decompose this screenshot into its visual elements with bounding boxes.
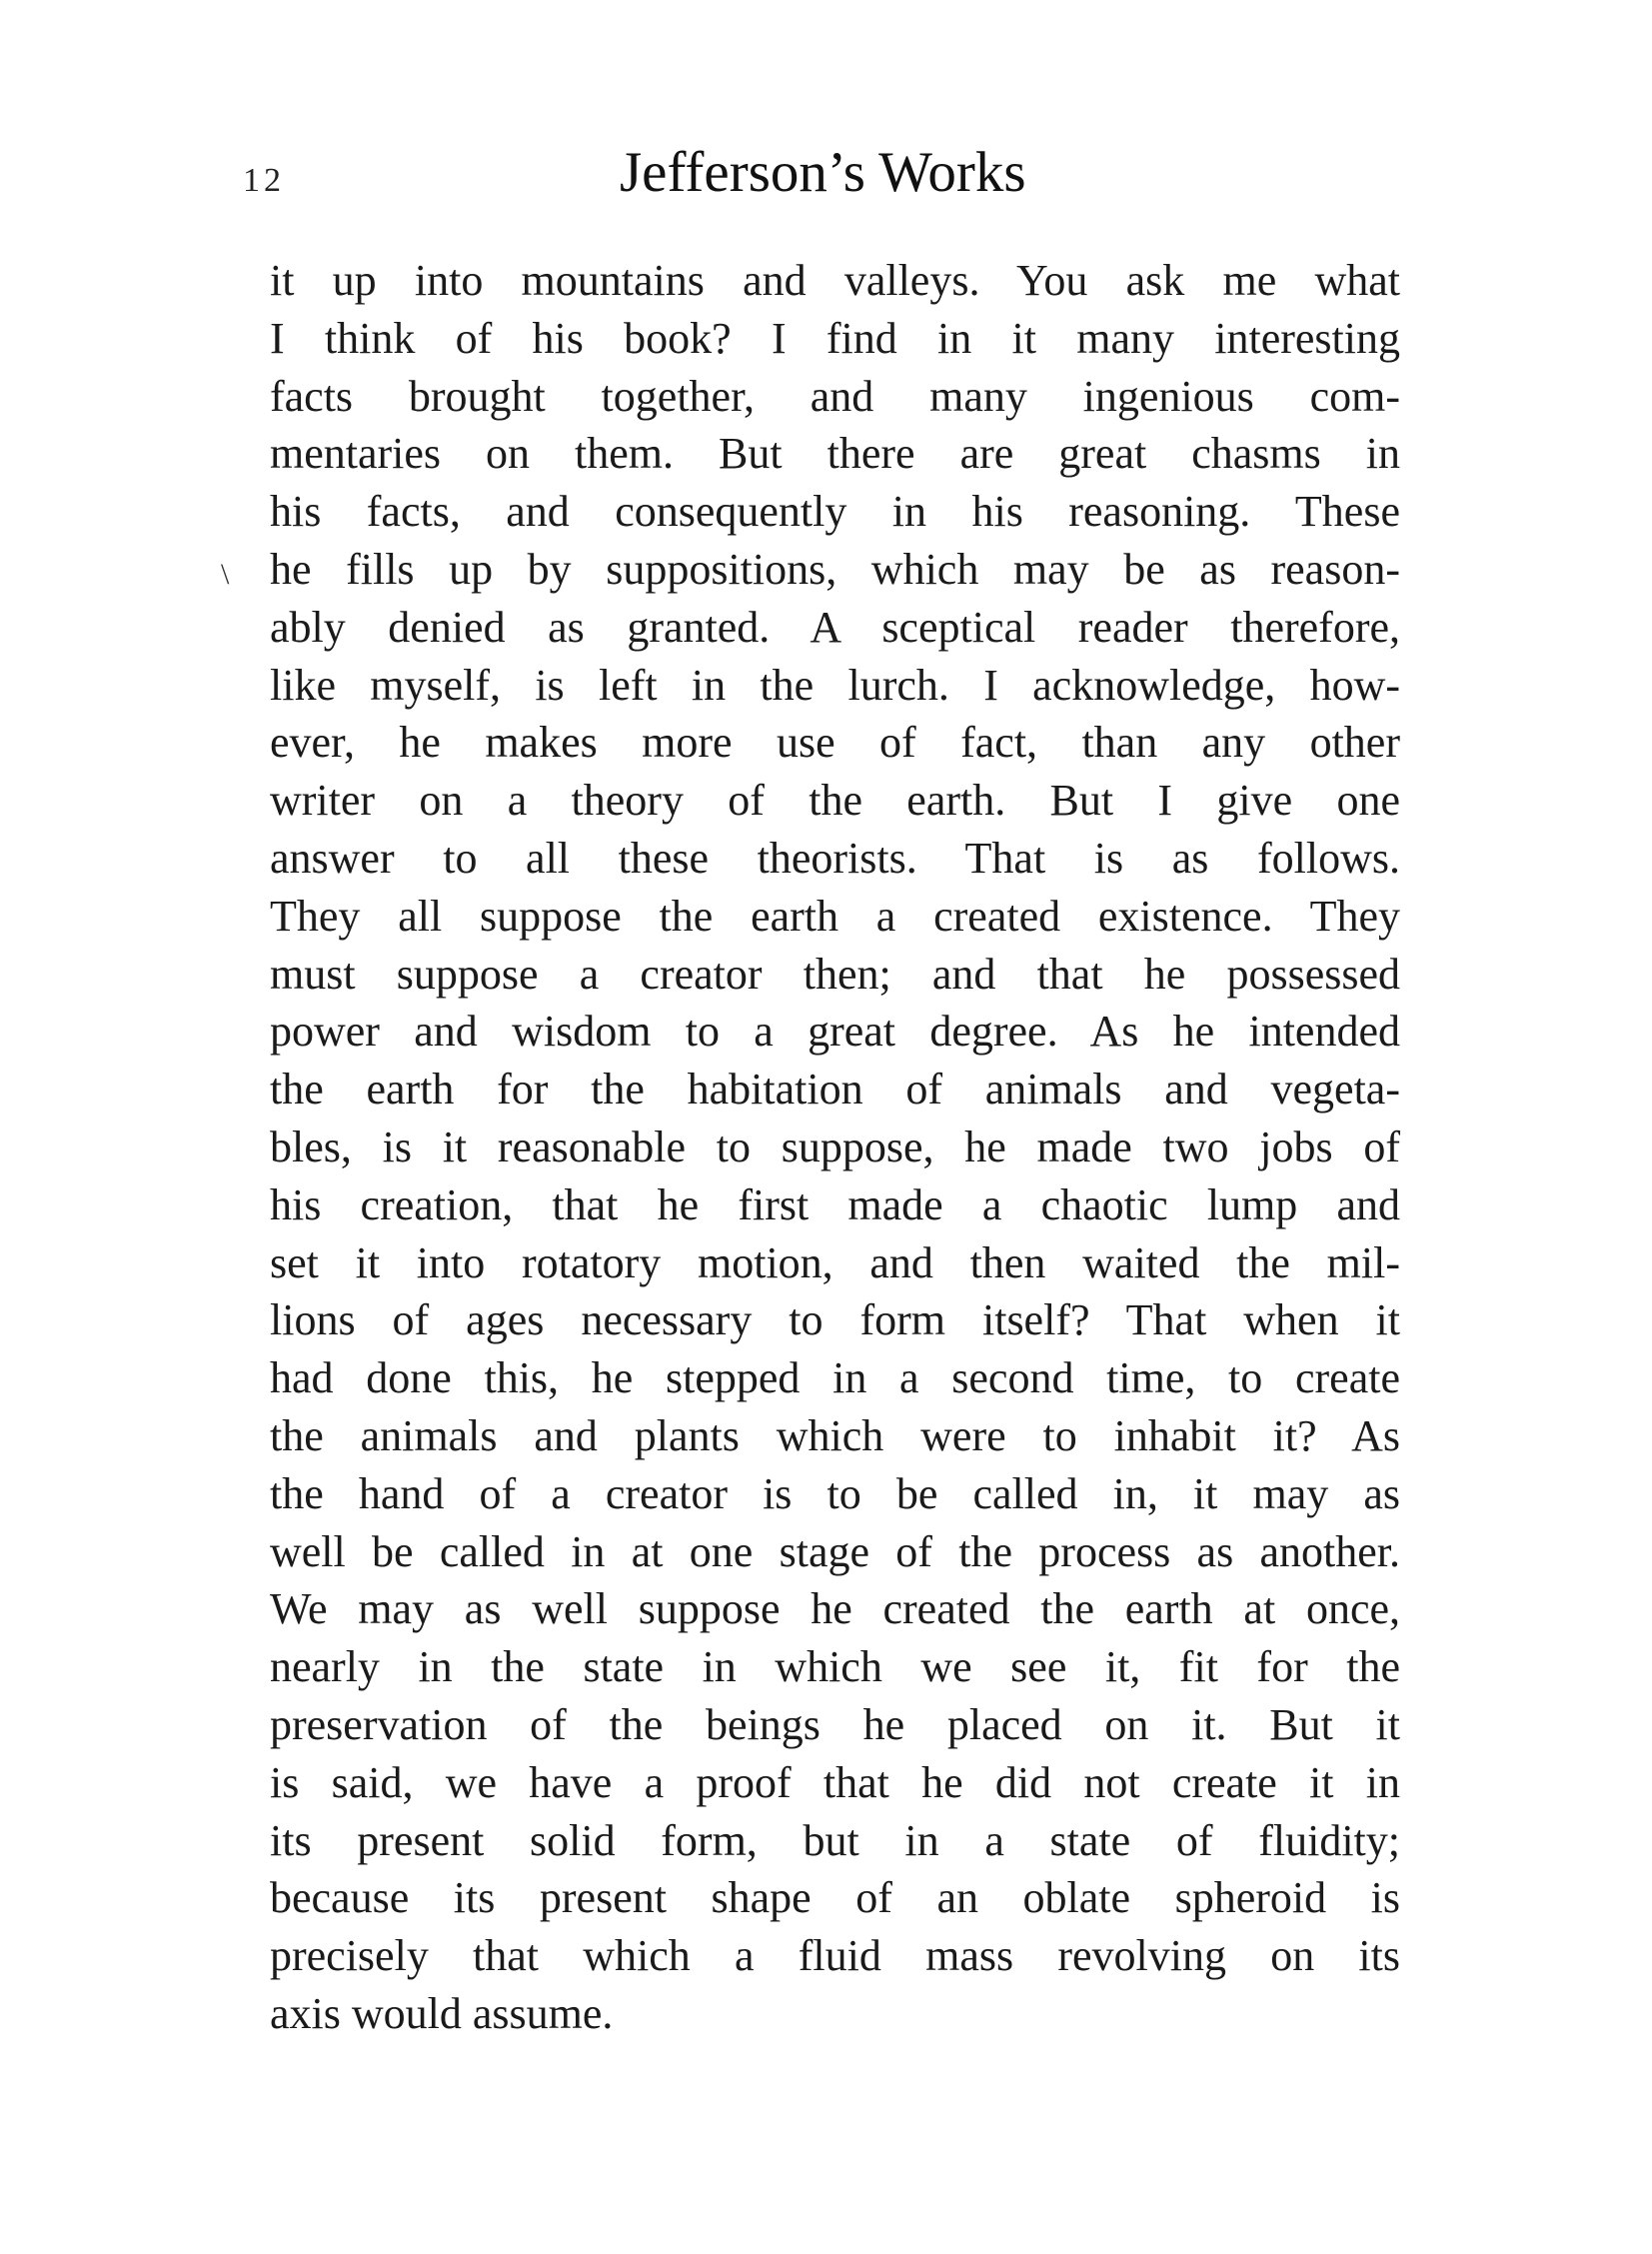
margin-mark: \	[221, 558, 230, 591]
text-line: facts brought together, and many ingenious com-	[270, 371, 1400, 421]
text-line: it up into mountains and valleys. You ask me what	[270, 256, 1400, 305]
text-line: mentaries on them. But there are great chasms in	[270, 429, 1400, 479]
text-line: is said, we have a proof that he did not create it in	[270, 1757, 1400, 1807]
text-line: I think of his book? I find in it many interesting	[270, 313, 1400, 363]
text-line: writer on a theory of the earth. But I give one	[270, 776, 1400, 826]
text-line: They all suppose the earth a created existence. They	[270, 891, 1400, 941]
text-line: he fills up by suppositions, which may be as reason-	[270, 544, 1400, 594]
page-number: 12	[243, 162, 285, 199]
text-line: the earth for the habitation of animals and vegeta-	[270, 1065, 1400, 1115]
text-line: his creation, that he first made a chaotic lump and	[270, 1179, 1400, 1229]
text-line: must suppose a creator then; and that he possessed	[270, 949, 1400, 999]
text-line: nearly in the state in which we see it, fit for the	[270, 1642, 1400, 1692]
text-line: power and wisdom to a great degree. As he intended	[270, 1007, 1400, 1057]
text-line: ever, he makes more use of fact, than any other	[270, 718, 1400, 768]
running-head: Jefferson’s Works	[620, 141, 1026, 204]
text-line: like myself, is left in the lurch. I acknowledge, how-	[270, 660, 1400, 710]
text-line: lions of ages necessary to form itself? That when it	[270, 1295, 1400, 1345]
text-line: precisely that which a fluid mass revolving on its	[270, 1931, 1400, 1981]
text-line: because its present shape of an oblate spheroid is	[270, 1873, 1400, 1923]
text-line: set it into rotatory motion, and then waited the mil-	[270, 1237, 1400, 1287]
text-line: preservation of the beings he placed on it. But it	[270, 1699, 1400, 1749]
text-line: the hand of a creator is to be called in, it may as	[270, 1468, 1400, 1518]
text-line: had done this, he stepped in a second time, to create	[270, 1353, 1400, 1403]
text-line: his facts, and consequently in his reasoning. These	[270, 487, 1400, 537]
body-text	[270, 252, 1400, 2043]
text-line: well be called in at one stage of the process as another.	[270, 1526, 1400, 1576]
text-line: axis would assume.	[270, 1988, 614, 2038]
text-line: We may as well suppose he created the earth at once,	[270, 1584, 1400, 1634]
text-line: bles, is it reasonable to suppose, he made two jobs of	[270, 1122, 1400, 1171]
text-line: ably denied as granted. A sceptical reader therefore,	[270, 602, 1400, 652]
text-line: answer to all these theorists. That is as follows.	[270, 833, 1400, 883]
page-header	[0, 140, 1652, 210]
text-line: the animals and plants which were to inhabit it? As	[270, 1410, 1400, 1460]
text-line: its present solid form, but in a state of fluidity;	[270, 1815, 1400, 1865]
